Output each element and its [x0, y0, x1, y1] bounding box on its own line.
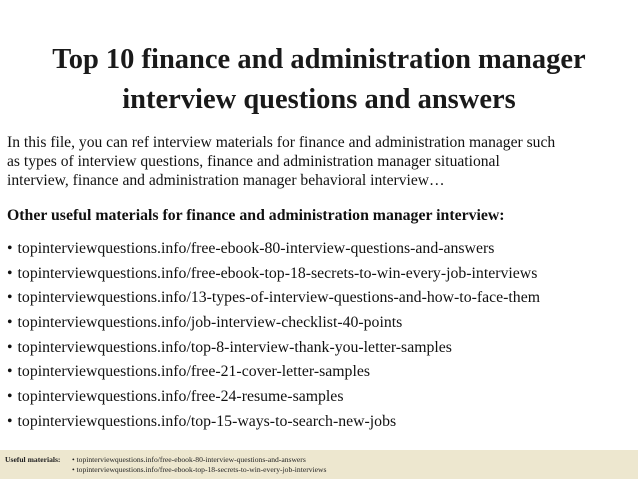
material-link[interactable]: topinterviewquestions.info/top-15-ways-to-search-new-jobs [17, 412, 397, 430]
material-link[interactable]: topinterviewquestions.info/free-ebook-top-18-secrets-to-win-every-job-interviews [17, 264, 538, 282]
list-item [7, 311, 540, 336]
footer-link[interactable]: • topinterviewquestions.info/free-ebook-top-18-secrets-to-win-every-job-interviews [72, 465, 327, 474]
footer-bar [0, 450, 638, 479]
material-link[interactable]: topinterviewquestions.info/free-24-resume-samples [17, 388, 344, 406]
footer-links [72, 455, 326, 475]
bullet-icon: • [7, 240, 13, 257]
intro-line-1: In this file, you can ref interview materials for finance and administration manager such [7, 134, 556, 151]
list-item [7, 237, 540, 262]
list-item [7, 410, 540, 435]
footer-label: Useful materials: [5, 455, 61, 464]
list-item [7, 360, 540, 385]
intro-line-3: interview, finance and administration manager behavioral interview… [7, 172, 445, 189]
bullet-icon: • [7, 388, 13, 406]
materials-heading: Other useful materials for finance and administration manager interview: [7, 207, 505, 224]
title-line-1: Top 10 finance and administration manager [52, 44, 586, 75]
bullet-icon: • [7, 264, 13, 282]
bullet-icon: • [7, 412, 13, 430]
intro-paragraph [7, 133, 635, 190]
footer-link[interactable]: • topinterviewquestions.info/free-ebook-80-interview-questions-and-answers [72, 455, 306, 464]
material-link[interactable]: topinterviewquestions.info/13-types-of-interview-questions-and-how-to-face-them [17, 289, 540, 307]
bullet-icon: • [7, 363, 13, 381]
list-item [7, 385, 540, 410]
material-link[interactable]: topinterviewquestions.info/free-21-cover-letter-samples [17, 363, 371, 381]
materials-list [7, 237, 540, 435]
intro-line-2: as types of interview questions, finance and administration manager situational [7, 153, 500, 170]
page-title [0, 40, 638, 120]
list-item [7, 336, 540, 361]
list-item [7, 262, 540, 287]
bullet-icon: • [7, 289, 13, 307]
bullet-icon: • [7, 338, 13, 356]
title-line-2: interview questions and answers [122, 84, 516, 115]
material-link[interactable]: topinterviewquestions.info/job-interview-checklist-40-points [17, 314, 403, 332]
material-link[interactable]: topinterviewquestions.info/top-8-interview-thank-you-letter-samples [17, 338, 452, 356]
list-item [7, 286, 540, 311]
material-link[interactable]: topinterviewquestions.info/free-ebook-80-interview-questions-and-answers [17, 240, 495, 257]
bullet-icon: • [7, 314, 13, 332]
